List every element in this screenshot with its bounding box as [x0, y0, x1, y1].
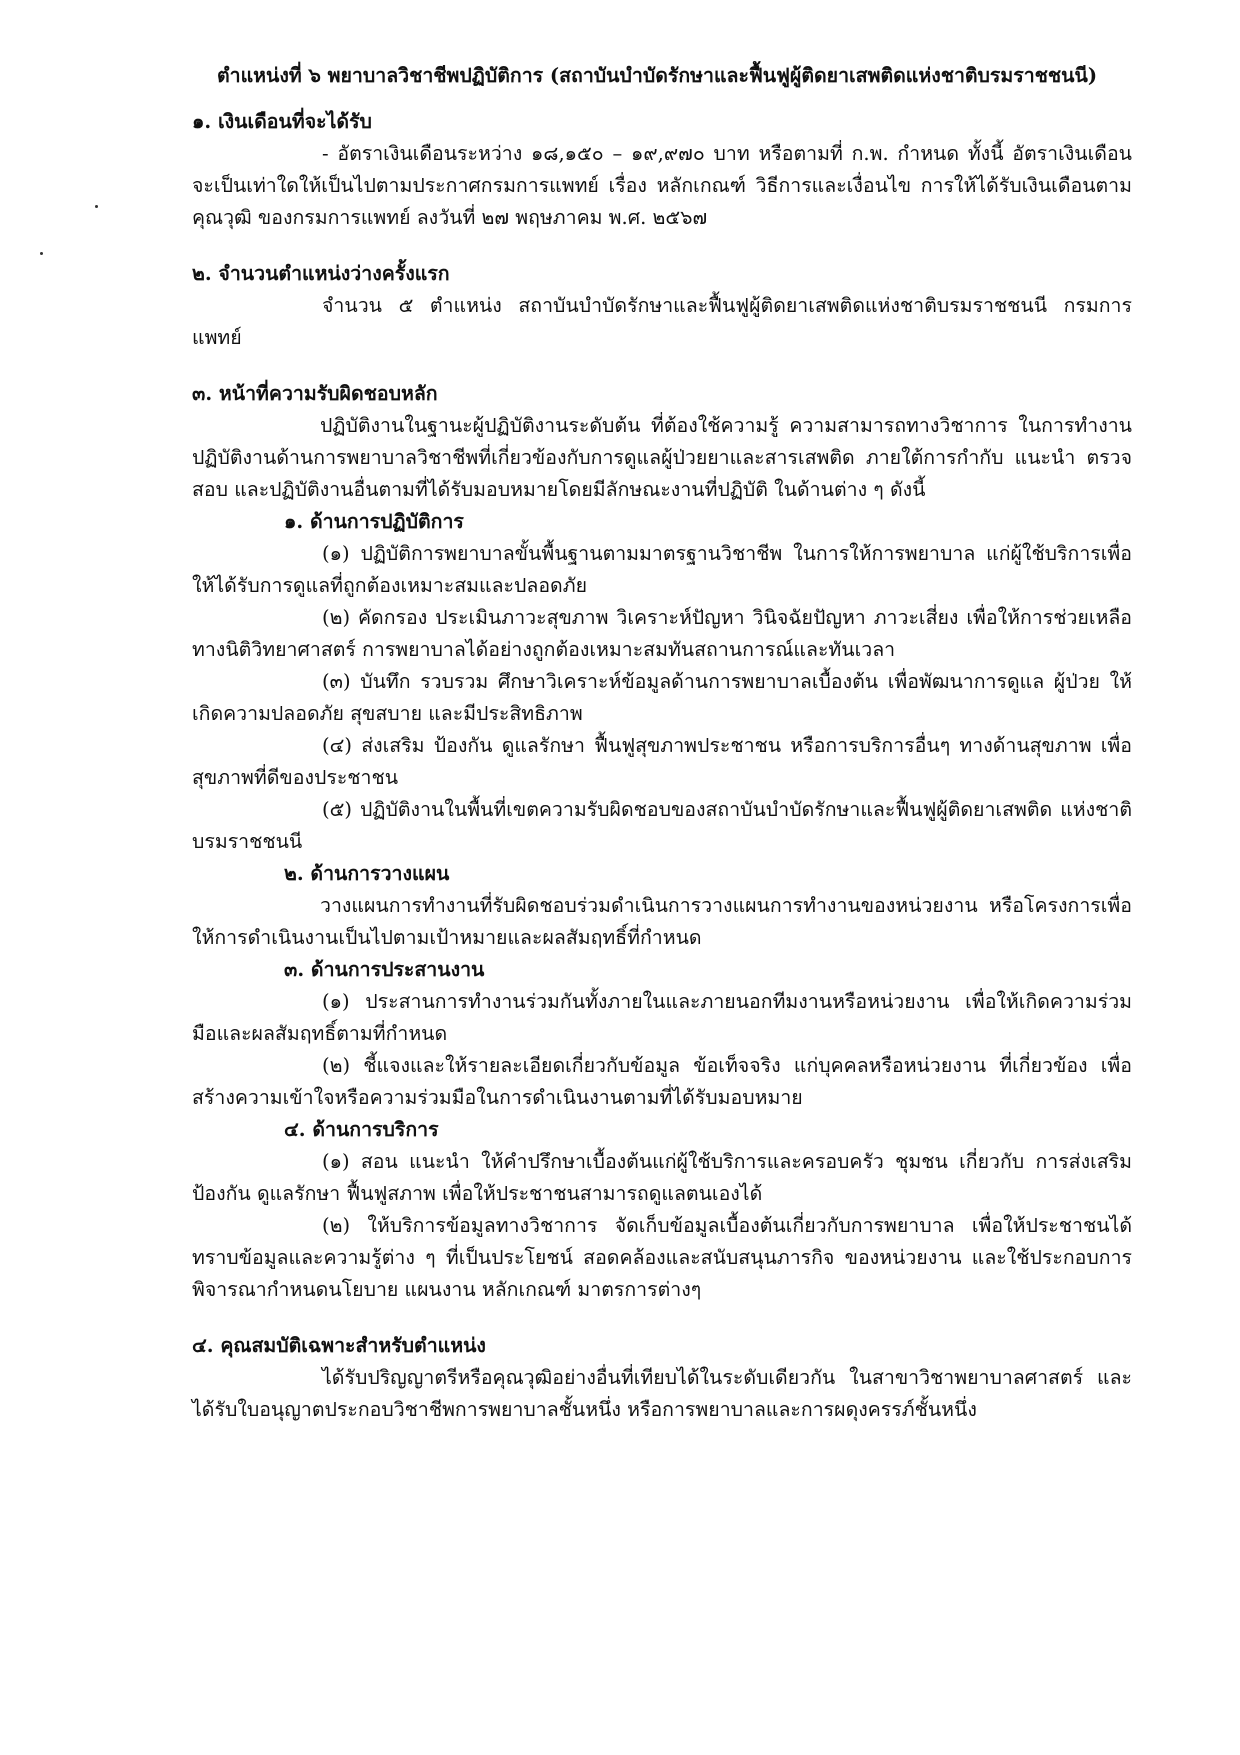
- subsection-coordination-heading: ๓. ด้านการประสานงาน: [284, 958, 485, 981]
- subsection-planning-heading: ๒. ด้านการวางแผน: [284, 862, 450, 885]
- section-1-heading: ๑. เงินเดือนที่จะได้รับ: [192, 110, 372, 133]
- scan-speck: [95, 205, 98, 208]
- section-3-heading: ๓. หน้าที่ความรับผิดชอบหลัก: [192, 382, 438, 405]
- service-item-2: (๒) ให้บริการข้อมูลทางวิชาการ จัดเก็บข้อมูลเบื้องต้นเกี่ยวกับการพยาบาล เพื่อให้ประชาชนได้ทราบข้อมูลและความรู้ต่าง ๆ ที่เป็นประโยชน์ สอดคล้องและสนับสนุนภารกิจ ของหน่วยงาน และใช้ประกอบการพิจารณากำหนดนโยบาย แผนงาน หลักเกณฑ์ มาตรการต่างๆ: [192, 1214, 1132, 1301]
- planning-text: วางแผนการทำงานที่รับผิดชอบร่วมดำเนินการวางแผนการทำงานของหน่วยงาน หรือโครงการเพื่อให้การดำเนินงานเป็นไปตามเป้าหมายและผลสัมฤทธิ์ที่กำหนด: [192, 894, 1132, 949]
- section-2-heading: ๒. จำนวนตำแหน่งว่างครั้งแรก: [192, 262, 450, 285]
- document-body: [192, 60, 1132, 1426]
- operations-item-1: (๑) ปฏิบัติการพยาบาลขั้นพื้นฐานตามมาตรฐานวิชาชีพ ในการให้การพยาบาล แก่ผู้ใช้บริการเพื่อให้ได้รับการดูแลที่ถูกต้องเหมาะสมและปลอดภัย: [192, 542, 1132, 597]
- page-title: ตำแหน่งที่ ๖ พยาบาลวิชาชีพปฏิบัติการ (สถาบันบำบัดรักษาและฟื้นฟูผู้ติดยาเสพติดแห่งชาติบรมราชชนนี): [216, 64, 1098, 87]
- operations-item-4: (๔) ส่งเสริม ป้องกัน ดูแลรักษา ฟื้นฟูสุขภาพประชาชน หรือการบริการอื่นๆ ทางด้านสุขภาพ เพื่อสุขภาพที่ดีของประชาชน: [192, 734, 1132, 789]
- section-4-heading: ๔. คุณสมบัติเฉพาะสำหรับตำแหน่ง: [192, 1334, 486, 1357]
- section-1-text: - อัตราเงินเดือนระหว่าง ๑๘,๑๕๐ – ๑๙,๙๗๐ บาท หรือตามที่ ก.พ. กำหนด ทั้งนี้ อัตราเงินเดือน จะเป็นเท่าใดให้เป็นไปตามประกาศกรมการแพทย์ เรื่อง หลักเกณฑ์ วิธีการและเงื่อนไข การให้ได้รับเงินเดือนตามคุณวุฒิ ของกรมการแพทย์ ลงวันที่ ๒๗ พฤษภาคม พ.ศ. ๒๕๖๗: [192, 142, 1132, 229]
- operations-item-3: (๓) บันทึก รวบรวม ศึกษาวิเคราะห์ข้อมูลด้านการพยาบาลเบื้องต้น เพื่อพัฒนาการดูแล ผู้ป่วย ให้เกิดความปลอดภัย สุขสบาย และมีประสิทธิภาพ: [192, 670, 1132, 725]
- subsection-operations-heading: ๑. ด้านการปฏิบัติการ: [284, 510, 464, 533]
- section-4-text: ได้รับปริญญาตรีหรือคุณวุฒิอย่างอื่นที่เทียบได้ในระดับเดียวกัน ในสาขาวิชาพยาบาลศาสตร์ และได้รับใบอนุญาตประกอบวิชาชีพการพยาบาลชั้นหนึ่ง หรือการพยาบาลและการผดุงครรภ์ชั้นหนึ่ง: [192, 1366, 1132, 1421]
- operations-item-2: (๒) คัดกรอง ประเมินภาวะสุขภาพ วิเคราะห์ปัญหา วินิจฉัยปัญหา ภาวะเสี่ยง เพื่อให้การช่วยเหลือทางนิติวิทยาศาสตร์ การพยาบาลได้อย่างถูกต้องเหมาะสมทันสถานการณ์และทันเวลา: [192, 606, 1132, 661]
- scan-speck: [40, 252, 43, 255]
- operations-item-5: (๕) ปฏิบัติงานในพื้นที่เขตความรับผิดชอบของสถาบันบำบัดรักษาและฟื้นฟูผู้ติดยาเสพติด แห่งชาติบรมราชชนนี: [192, 798, 1132, 853]
- subsection-service-heading: ๔. ด้านการบริการ: [284, 1118, 439, 1141]
- service-item-1: (๑) สอน แนะนำ ให้คำปรึกษาเบื้องต้นแก่ผู้ใช้บริการและครอบครัว ชุมชน เกี่ยวกับ การส่งเสริม ป้องกัน ดูแลรักษา ฟื้นฟูสภาพ เพื่อให้ประชาชนสามารถดูแลตนเองได้: [192, 1150, 1132, 1205]
- section-2-text: จำนวน ๕ ตำแหน่ง สถาบันบำบัดรักษาและฟื้นฟูผู้ติดยาเสพติดแห่งชาติบรมราชชนนี กรมการแพทย์: [192, 294, 1132, 349]
- section-3-intro: ปฏิบัติงานในฐานะผู้ปฏิบัติงานระดับต้น ที่ต้องใช้ความรู้ ความสามารถทางวิชาการ ในการทำงาน ปฏิบัติงานด้านการพยาบาลวิชาชีพที่เกี่ยวข้องกับการดูแลผู้ป่วยยาและสารเสพติด ภายใต้การกำกับ แนะนำ ตรวจสอบ และปฏิบัติงานอื่นตามที่ได้รับมอบหมายโดยมีลักษณะงานที่ปฏิบัติ ในด้านต่าง ๆ ดังนี้: [192, 414, 1132, 501]
- coordination-item-2: (๒) ชี้แจงและให้รายละเอียดเกี่ยวกับข้อมูล ข้อเท็จจริง แก่บุคคลหรือหน่วยงาน ที่เกี่ยวข้อง เพื่อสร้างความเข้าใจหรือความร่วมมือในการดำเนินงานตามที่ได้รับมอบหมาย: [192, 1054, 1132, 1109]
- coordination-item-1: (๑) ประสานการทำงานร่วมกันทั้งภายในและภายนอกทีมงานหรือหน่วยงาน เพื่อให้เกิดความร่วมมือและผลสัมฤทธิ์ตามที่กำหนด: [192, 990, 1132, 1045]
